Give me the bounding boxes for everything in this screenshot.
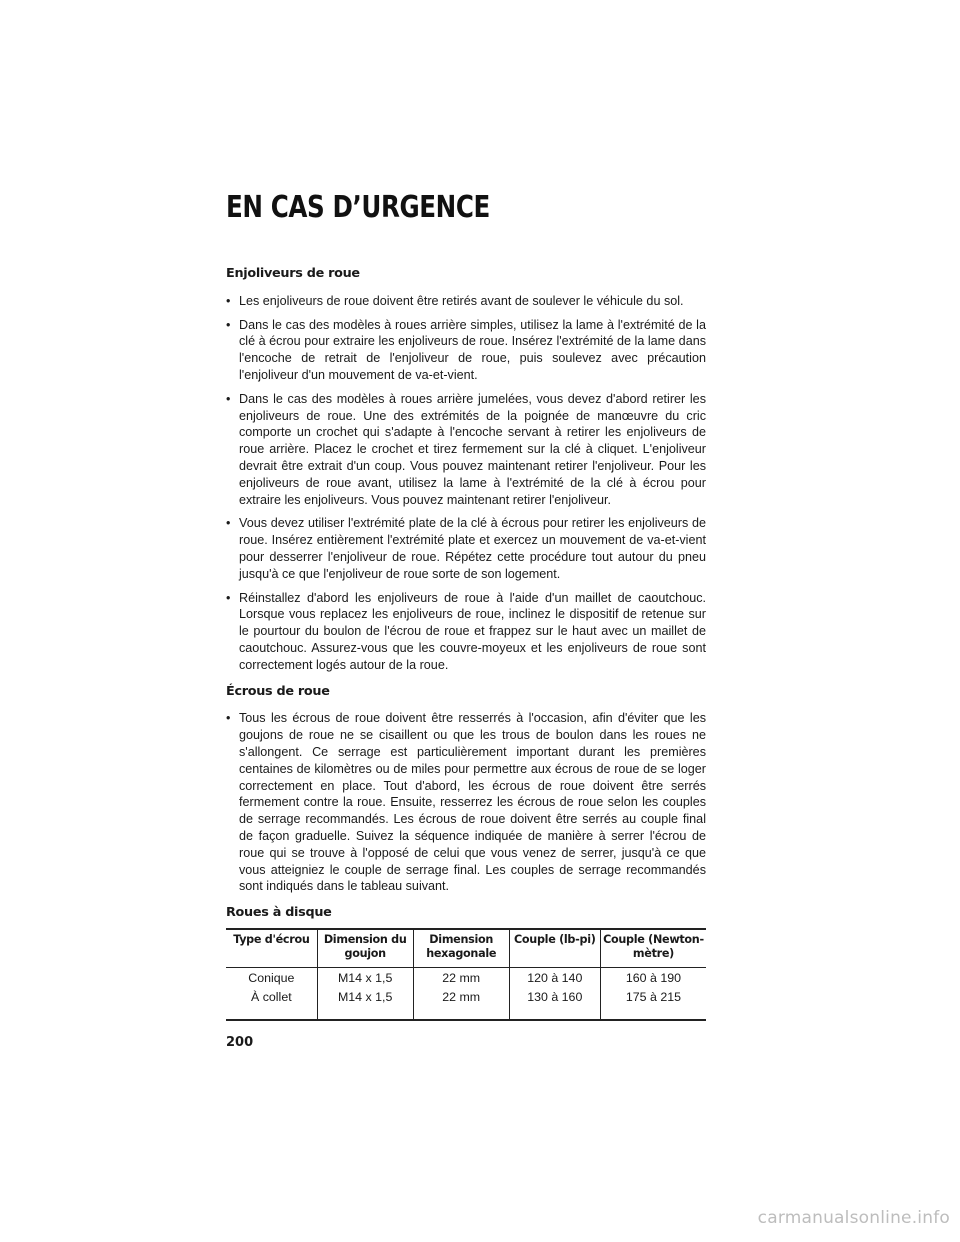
bullet-icon: • — [226, 590, 231, 605]
col-header-hexagonale: Dimension hexagonale — [413, 929, 509, 968]
table-cell: 160 à 190 — [600, 967, 706, 987]
watermark-link[interactable]: carmanualsonline.info — [757, 1208, 950, 1228]
bullet-list-ecrous — [226, 710, 706, 895]
col-header-couple-nm: Couple (Newton-mètre) — [600, 929, 706, 968]
table-cell: 22 mm — [413, 967, 509, 987]
col-header-couple-lbpi: Couple (lb-pi) — [509, 929, 600, 968]
page-number: 200 — [226, 1035, 254, 1050]
bullet-icon: • — [226, 293, 231, 308]
bullet-icon: • — [226, 516, 231, 531]
table-cell: 22 mm — [413, 987, 509, 1020]
list-item: • Dans le cas des modèles à roues arrière jumelées, vous devez d'abord retirer les enjoliveurs de roue. Une des extrémités de la poignée de manœuvre du cric comporte un crochet qui s'adapte à l'encoche servant à retirer les enjoliveurs de roue arrière. Placez le crochet et tirez fermement sur la clé à cliquet. L'enjoliveur devrait être extrait d'un coup. Vous pouvez maintenant retirer l'enjoliveur. Pour les enjoliveurs de roue avant, utilisez la lame à l'extrémité de la clé à écrou pour extraire les enjoliveurs. Vous pouvez maintenant retirer l'enjoliveur. — [226, 391, 706, 507]
bullet-icon: • — [226, 711, 231, 726]
list-item: • Dans le cas des modèles à roues arrière simples, utilisez la lame à l'extrémité de la clé à écrou pour extraire les enjoliveurs de roue. Insérez l'extrémité de la lame dans l'encoche de retrait de l'enjoliveur de roue, puis soulevez avec précaution l'enjoliveur d'un mouvement de va-et-vient. — [226, 317, 706, 382]
section-heading-enjoliveurs: Enjoliveurs de roue — [226, 266, 360, 281]
bullet-list-enjoliveurs — [226, 293, 706, 674]
bullet-icon: • — [226, 391, 231, 406]
section-heading-ecrous: Écrous de roue — [226, 683, 330, 699]
col-header-type: Type d'écrou — [226, 929, 317, 968]
torque-table — [226, 928, 706, 1021]
list-item: • Vous devez utiliser l'extrémité plate de la clé à écrous pour retirer les enjoliveurs de roue. Insérez entièrement l'extrémité plate et exercez un mouvement de va-et-vient pour desserrer l'enjoliveur de roue. Répétez cette procédure tout autour du pneu jusqu'à ce que l'enjoliveur de roue sorte de son logement. — [226, 516, 706, 581]
page-content — [226, 266, 706, 1021]
col-header-goujon: Dimension du goujon — [317, 929, 413, 968]
chapter-title: EN CAS D’URGENCE — [226, 190, 490, 225]
table-row — [226, 967, 706, 987]
list-item: • Réinstallez d'abord les enjoliveurs de roue à l'aide d'un maillet de caoutchouc. Lorsque vous replacez les enjoliveurs de roue, inclinez le dispositif de retenue sur le pourtour du boulon de l'écrou de roue et frappez sur le haut avec un maillet de caoutchouc. Assurez-vous que les couvre-moyeux et les enjoliveurs de roue sont correctement logés autour de la roue. — [226, 590, 706, 672]
table-cell: À collet — [251, 989, 292, 1004]
list-item: • Les enjoliveurs de roue doivent être retirés avant de soulever le véhicule du sol. — [226, 293, 684, 308]
table-cell: Conique — [248, 970, 295, 985]
table-cell: M14 x 1,5 — [317, 987, 413, 1020]
table-cell: 175 à 215 — [600, 987, 706, 1020]
table-cell: 120 à 140 — [509, 967, 600, 987]
bullet-icon: • — [226, 317, 231, 332]
section-heading-roues-disque: Roues à disque — [226, 905, 332, 921]
table-cell: 130 à 160 — [509, 987, 600, 1020]
list-item: • Tous les écrous de roue doivent être resserrés à l'occasion, afin d'éviter que les goujons de roue ne se cisaillent ou que les trous de boulon dans les roues ne s'allongent. Ce serrage est particulièrement important durant les premières centaines de kilomètres ou de miles pour permettre aux écrous de roue de se loger correctement en place. Tout d'abord, les écrous de roue doivent être serrés fermement contre la roue. Ensuite, resserrez les écrous de roue selon les couples de serrage recommandés. Les écrous de roue doivent être serrés au couple final de façon graduelle. Suivez la séquence indiquée de manière à serrer l'écrou de roue qui se trouve à l'opposé de celui que vous venez de serrer, jusqu'à ce que vous atteigniez le couple de serrage final. Les couples de serrage recommandés sont indiqués dans le tableau suivant. — [226, 711, 706, 894]
table-cell: M14 x 1,5 — [317, 967, 413, 987]
table-row — [226, 987, 706, 1020]
table-header-row — [226, 929, 706, 968]
